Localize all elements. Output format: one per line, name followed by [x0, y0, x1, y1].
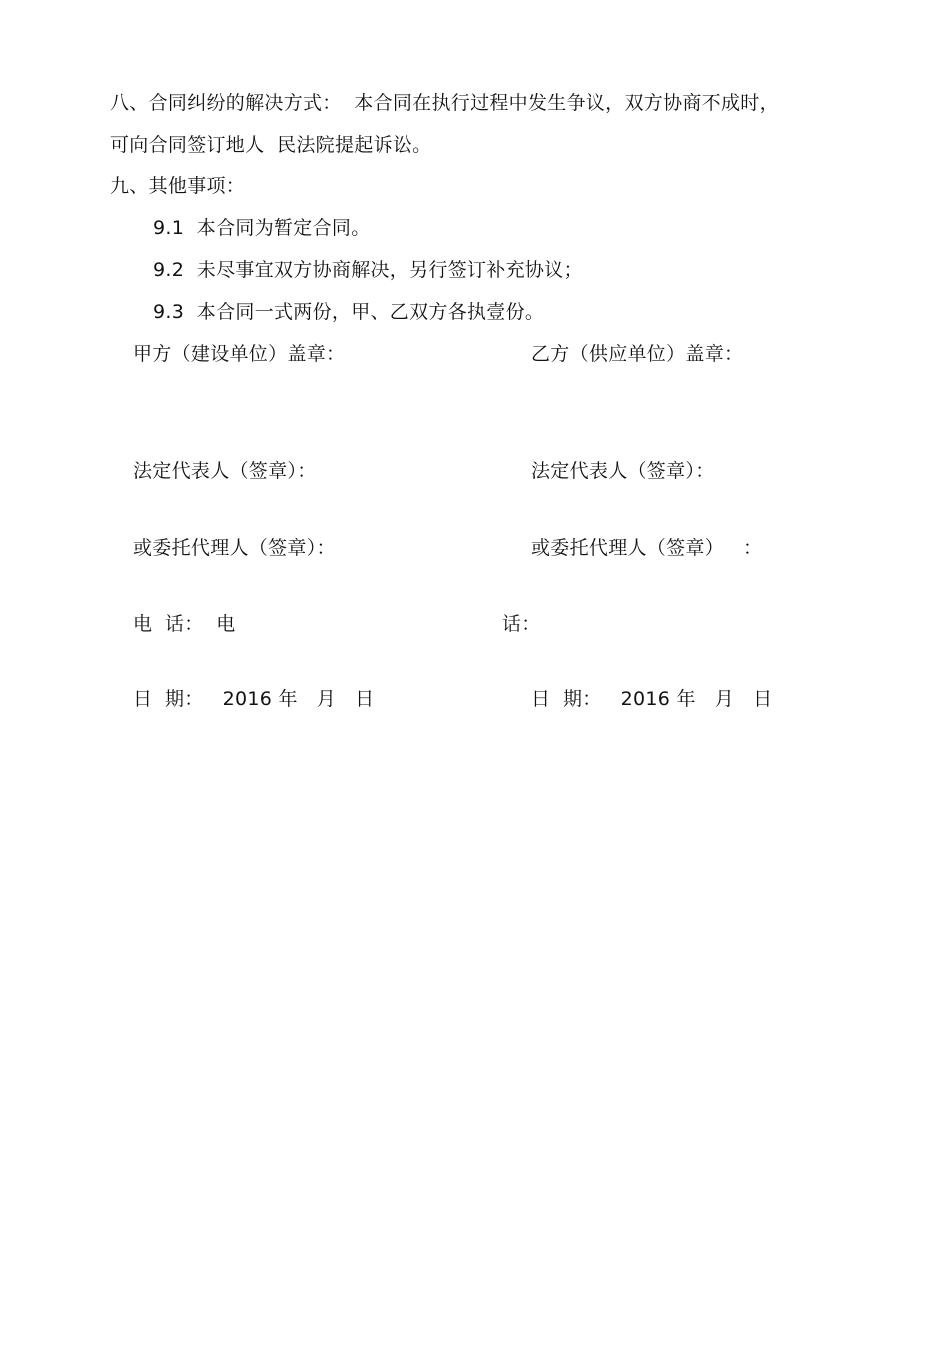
clause-nine-title: 九、其他事项： [110, 175, 246, 197]
party-a-phone-label: 电 话： 电 [133, 613, 236, 635]
party-b-seal-label: 乙方（供应单位）盖章： [531, 343, 744, 365]
party-b-phone-label: 话： [502, 613, 541, 635]
party-b-date-label: 日 期： 2016 年 月 日 [531, 688, 773, 710]
clause-item-9-1: 9.1 本合同为暂定合同。 [153, 217, 371, 239]
party-b-legal-rep-label: 法定代表人（签章）： [531, 460, 715, 482]
clause-item-9-3: 9.3 本合同一式两份，甲、乙双方各执壹份。 [153, 301, 545, 323]
clause-eight-line1: 八、合同纠纷的解决方式： 本合同在执行过程中发生争议，双方协商不成时， [110, 92, 779, 114]
clause-item-9-2: 9.2 未尽事宜双方协商解决，另行签订补充协议； [153, 259, 583, 281]
party-a-date-label: 日 期： 2016 年 月 日 [133, 688, 375, 710]
clause-eight-line2: 可向合同签订地人 民法院提起诉讼。 [110, 134, 432, 156]
party-b-agent-label: 或委托代理人（签章） ： [531, 537, 763, 559]
party-a-legal-rep-label: 法定代表人（签章）： [133, 460, 317, 482]
party-a-agent-label: 或委托代理人（签章）： [133, 537, 336, 559]
party-a-seal-label: 甲方（建设单位）盖章： [133, 343, 346, 365]
